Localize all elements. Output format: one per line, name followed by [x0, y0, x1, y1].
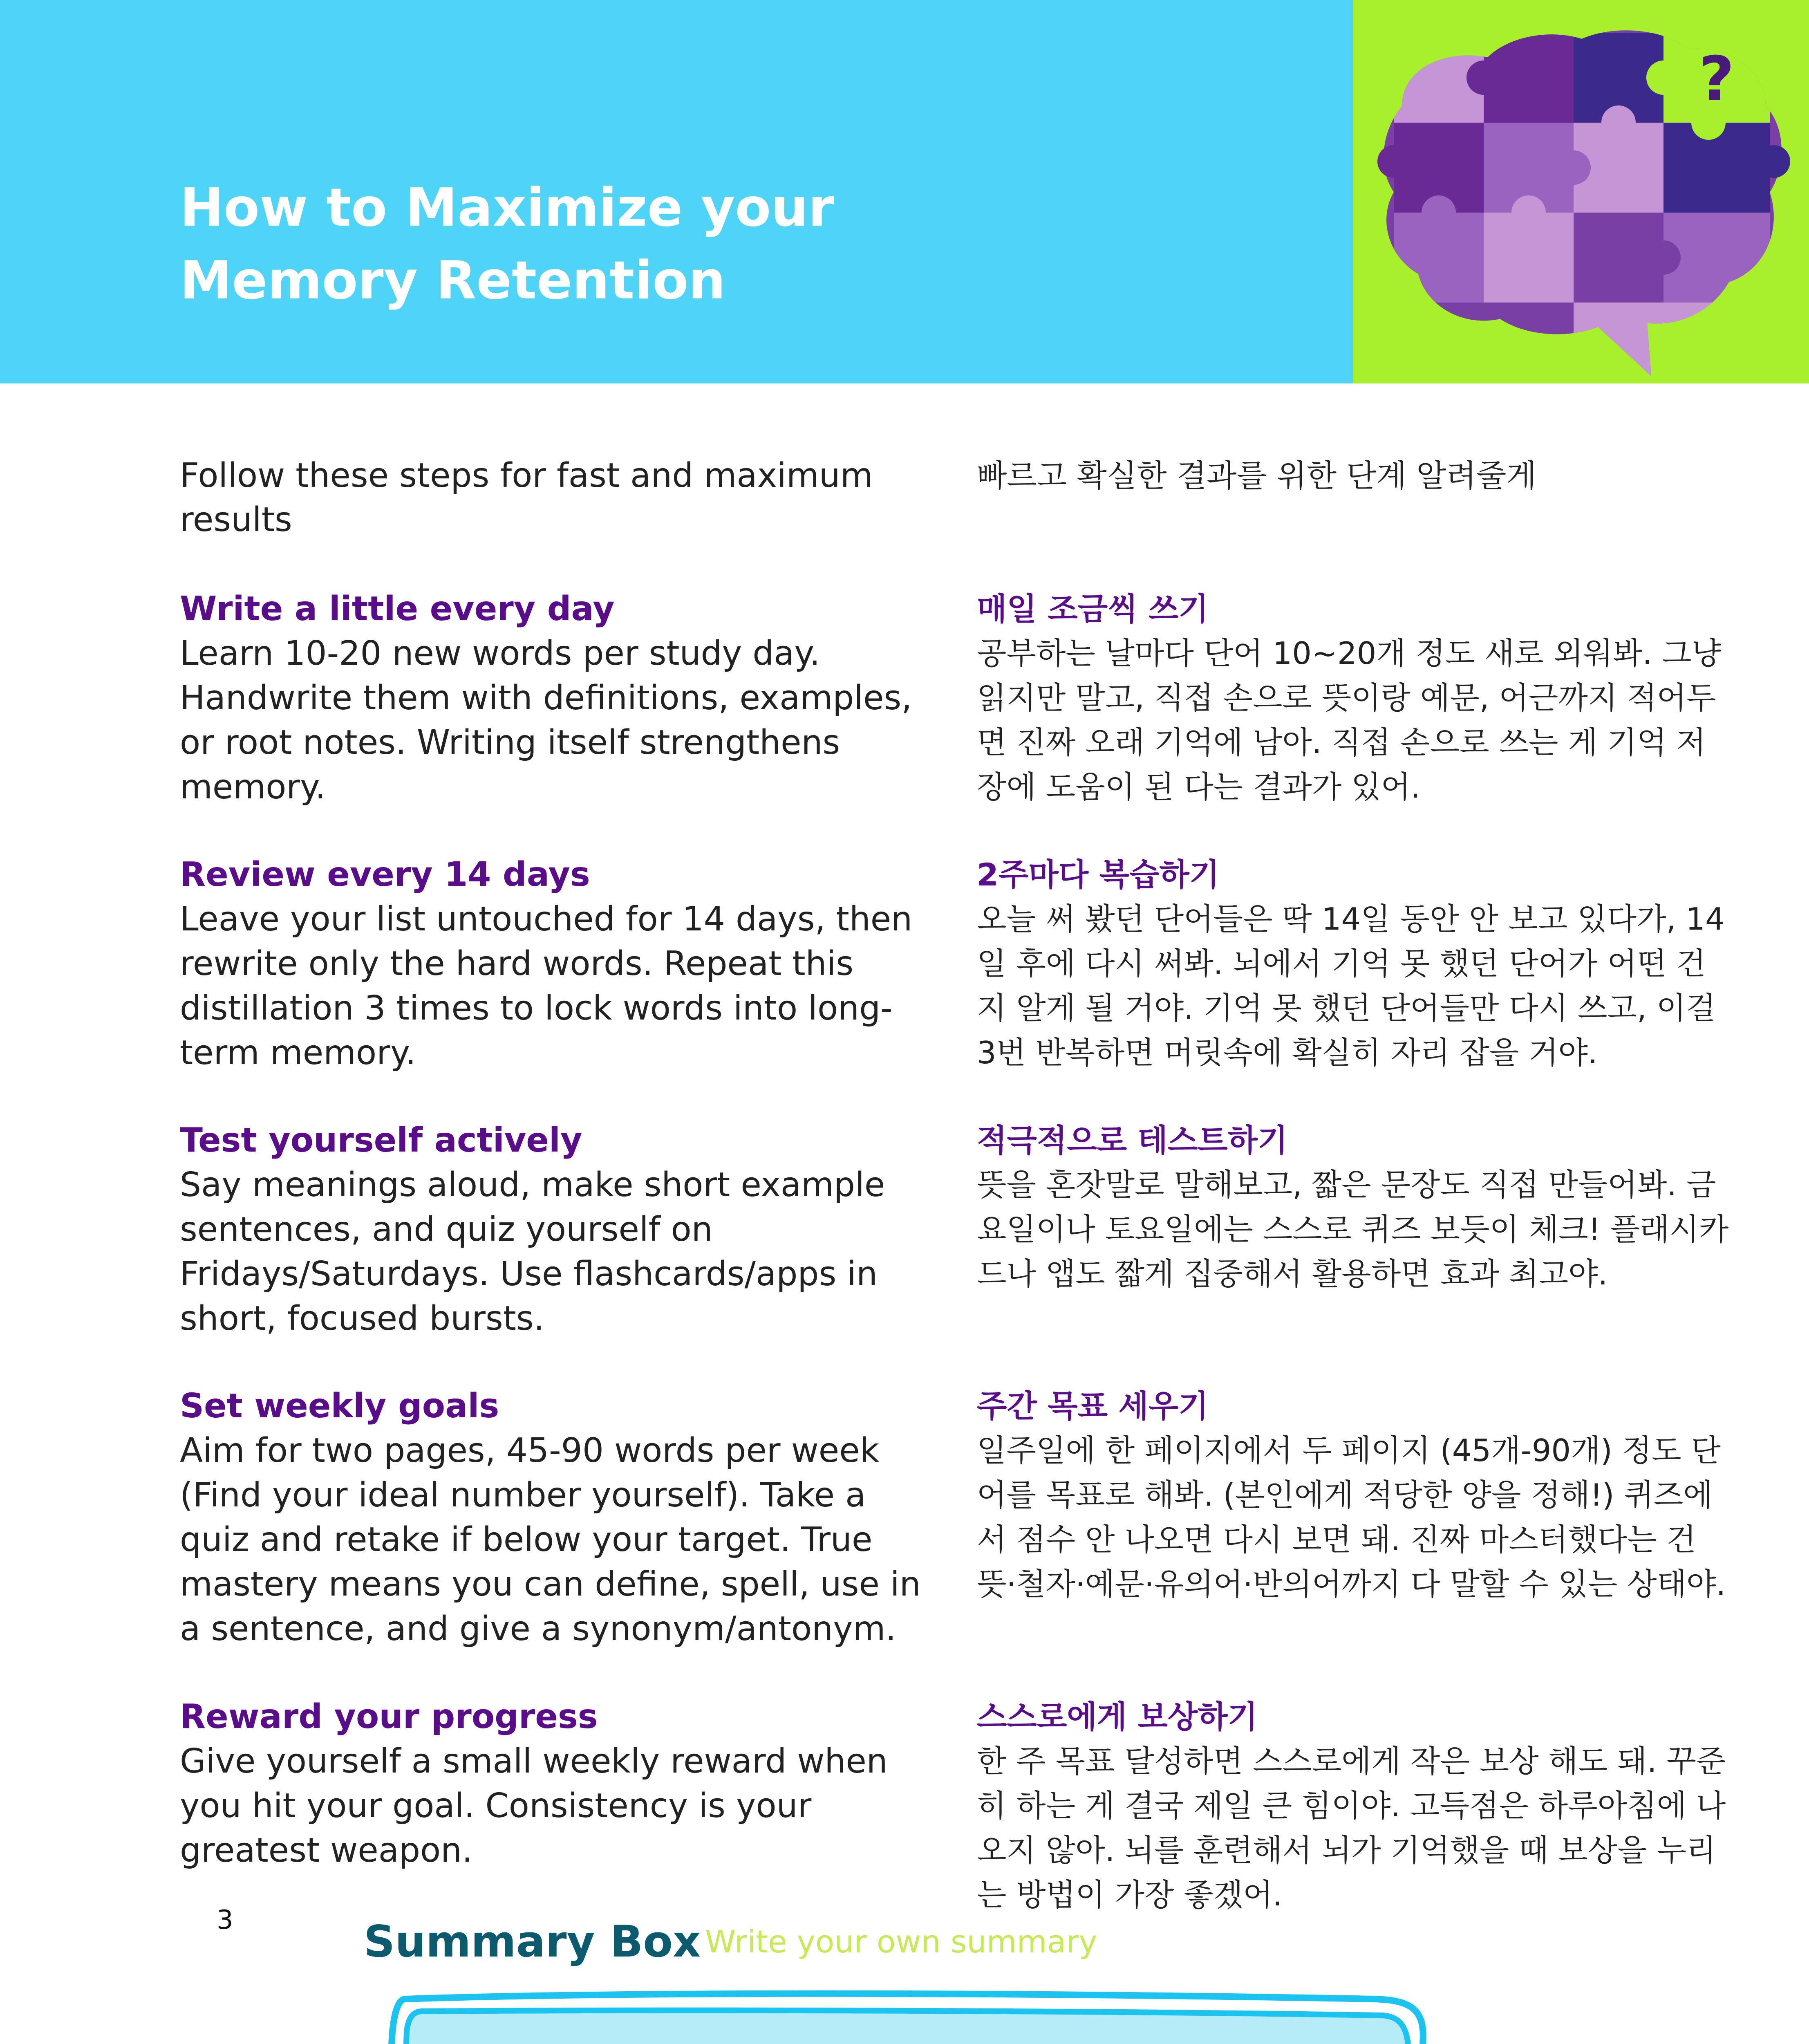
- step-title-en: Test yourself actively: [180, 1121, 582, 1160]
- step-ko: [977, 587, 1733, 853]
- step-title-ko: 주간 목표 세우기: [977, 1388, 1209, 1424]
- step-body-ko: 일주일에 한 페이지에서 두 페이지 (45개-90개) 정도 단어를 목표로 해봐. (본인에게 적당한 양을 정해!) 퀴즈에서 점수 안 나오면 다시 보면 돼. 진짜 마스터했다는 건 뜻·철자·예문·유의어·반의어까지 다 말할 수 있는 상태야.: [977, 1432, 1726, 1602]
- step-title-en: Review every 14 days: [180, 855, 590, 894]
- step-title-en: Set weekly goals: [180, 1387, 499, 1425]
- step-title-en: Reward your progress: [180, 1697, 598, 1736]
- page-title-line1: How to Maximize your: [180, 177, 834, 238]
- page-number: 3: [217, 1905, 233, 1935]
- summary-box-title: Summary Box: [364, 1916, 701, 1967]
- summary-box-frame: [360, 1987, 1451, 2044]
- intro-text-ko: 빠르고 확실한 결과를 위한 단계 알려줄게: [977, 457, 1536, 494]
- step-body-en: Leave your list untouched for 14 days, then rewrite only the hard words. Repeat this distillation 3 times to lock words into long-term memory.: [180, 900, 913, 1072]
- step-body-en: Say meanings aloud, make short example sentences, and quiz yourself on Fridays/Saturdays. Use flashcards/apps in short, focused bursts.: [180, 1165, 885, 1338]
- step-en: [180, 1384, 932, 1695]
- summary-input-area[interactable]: [360, 1987, 1451, 2044]
- intro-text-en: Follow these steps for fast and maximum results: [180, 456, 873, 539]
- step-body-ko: 한 주 목표 달성하면 스스로에게 작은 보상 해도 돼. 꾸준히 하는 게 결국 제일 큰 힘이야. 고득점은 하루아침에 나오지 않아. 뇌를 훈련해서 뇌가 기억했을 때 보상을 누리는 방법이 가장 좋겠어.: [977, 1743, 1726, 1913]
- puzzle-brain-panel: [1353, 0, 1809, 383]
- step-en: [180, 587, 932, 853]
- puzzle-brain-icon: [1353, 0, 1809, 383]
- header-banner: [0, 0, 1353, 383]
- step-title-ko: 매일 조금씩 쓰기: [977, 591, 1209, 627]
- step-ko: [977, 1384, 1733, 1695]
- step-ko: [977, 1695, 1733, 1961]
- step-title-ko: 적극적으로 테스트하기: [977, 1122, 1288, 1159]
- step-body-ko: 오늘 써 봤던 단어들은 딱 14일 동안 안 보고 있다가, 14일 후에 다시 써봐. 뇌에서 기억 못 했던 단어가 어떤 건지 알게 될 거야. 기억 못 했던 단어들만 다시 쓰고, 이걸 3번 반복하면 머릿속에 확실히 자리 잡을 거야.: [977, 901, 1725, 1071]
- step-title-en: Write a little every day: [180, 589, 615, 628]
- korean-column: [977, 454, 1733, 1961]
- step-body-en: Aim for two pages, 45-90 words per week (Find your ideal number yourself). Take a quiz and retake if below your target. True mastery means you can define, spell, use in a sentence, and give a synonym/antonym.: [180, 1431, 921, 1648]
- step-en: [180, 1118, 932, 1384]
- step-ko: [977, 1118, 1733, 1384]
- english-column: [180, 454, 932, 1961]
- step-body-ko: 뜻을 혼잣말로 말해보고, 짧은 문장도 직접 만들어봐. 금요일이나 토요일에는 스스로 퀴즈 보듯이 체크! 플래시카드나 앱도 짧게 집중해서 활용하면 효과 최고야.: [977, 1167, 1729, 1292]
- step-ko: [977, 853, 1733, 1118]
- step-en: [180, 853, 932, 1118]
- step-body-en: Give yourself a small weekly reward when you hit your goal. Consistency is your greatest weapon.: [180, 1742, 888, 1870]
- page-title-line2: Memory Retention: [180, 250, 726, 311]
- page-title: [180, 172, 1243, 317]
- step-title-ko: 2주마다 복습하기: [977, 856, 1220, 893]
- summary-hint: Write your own summary: [705, 1923, 1097, 1960]
- step-body-en: Learn 10-20 new words per study day. Handwrite them with definitions, examples, or root notes. Writing itself strengthens memory.: [180, 634, 912, 807]
- step-body-ko: 공부하는 날마다 단어 10~20개 정도 새로 외워봐. 그냥 읽지만 말고, 직접 손으로 뜻이랑 예문, 어근까지 적어두면 진짜 오래 기억에 남아. 직접 손으로 쓰는 게 기억 저장에 도움이 된 다는 결과가 있어.: [977, 635, 1721, 805]
- step-title-ko: 스스로에게 보상하기: [977, 1699, 1258, 1735]
- question-mark: ?: [1699, 44, 1735, 115]
